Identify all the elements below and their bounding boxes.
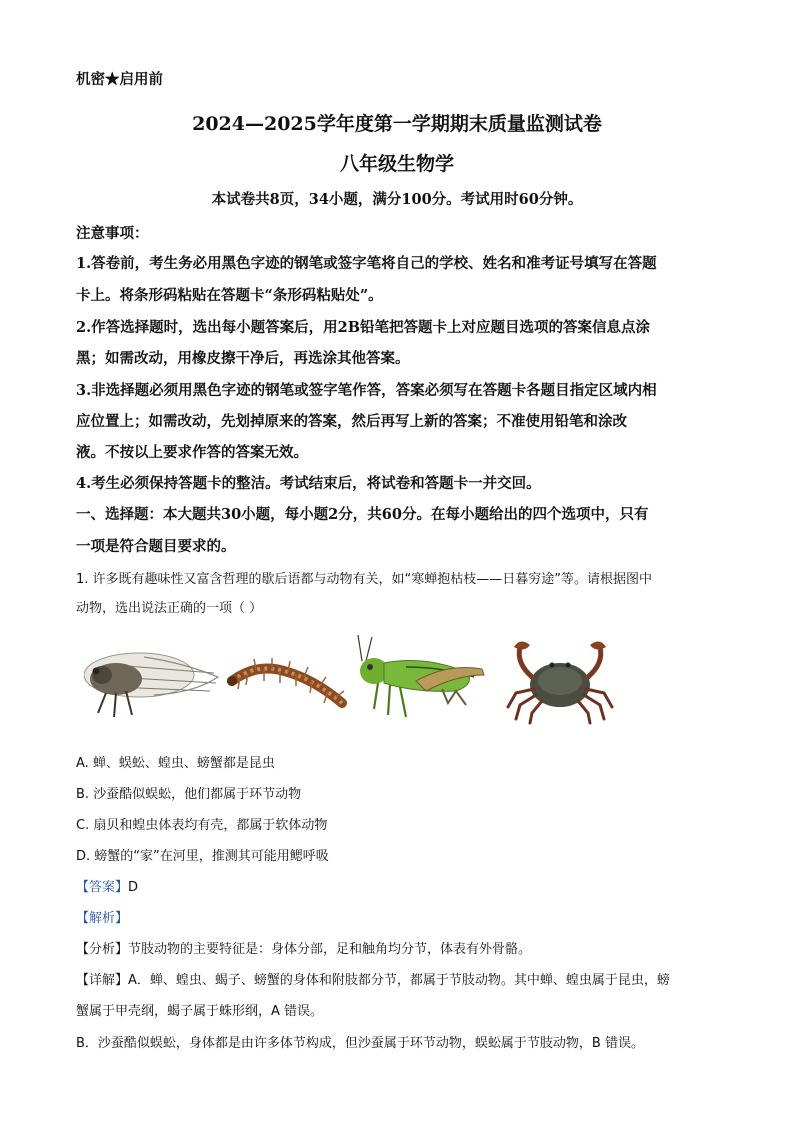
note-line: 1.答卷前，考生务必用黑色字迹的钢笔或签字笔将自己的学校、姓名和准考证号填写在答题 [76,255,657,272]
page-subtitle: 八年级生物学 [339,153,454,175]
note-line: 4.考生必须保持答题卡的整洁。考试结束后，将试卷和答题卡一并交回。 [76,475,541,492]
animal-images [84,633,624,725]
option-d: D. 螃蟹的“家”在河里，推测其可能用鳃呼吸 [76,849,329,864]
xiangjie-continued: 蟹属于甲壳纲，蝎子属于蛛形纲，A 错误。 [76,1004,324,1019]
centipede-image [226,633,351,723]
cicada-image [84,633,222,723]
answer-label: 【答案】 [76,880,129,895]
crab-image [502,633,620,725]
fenxi-label: 【分析】 [76,942,129,957]
option-c: C. 扇贝和蝗虫体表均有壳，都属于软体动物 [76,818,328,833]
note-line: 卡上。将条形码粘贴在答题卡“条形码粘贴处”。 [76,287,383,304]
xiangjie-label: 【详解】 [76,973,129,988]
fenxi-row [76,938,531,957]
note-line: 黑；如需改动，用橡皮擦干净后，再选涂其他答案。 [76,350,410,367]
note-line: 2.作答选择题时，选出每小题答案后，用2B铅笔把答题卡上对应题目选项的答案信息点涂 [76,319,650,336]
grasshopper-image [356,633,491,725]
exam-info: 本试卷共8页，34小题，满分100分。考试用时60分钟。 [211,191,583,208]
page-title: 2024—2025学年度第一学期期末质量监测试卷 [192,113,602,135]
section-heading: 一、选择题：本大题共30小题，每小题2分，共60分。在每小题给出的四个选项中，只有 [76,506,649,523]
answer-value: D [128,880,139,895]
xiangjie-text: A．蝉、蝗虫、蝎子、螃蟹的身体和附肢都分节，都属于节肢动物。其中蝉、蝗虫属于昆虫，螃 [128,973,670,988]
question-stem: 1. 许多既有趣味性又富含哲理的歇后语都与动物有关，如“寒蝉抱枯枝——日暮穷途”等。请根据图中 [76,572,653,587]
option-b: B. 沙蚕酷似蜈蚣，他们都属于环节动物 [76,787,302,802]
question-stem: 动物，选出说法正确的一项（ ） [76,601,263,616]
confidential-mark: 机密★启用前 [76,71,163,88]
option-b-explanation: B．沙蚕酷似蜈蚣，身体都是由许多体节构成，但沙蚕属于环节动物，蜈蚣属于节肢动物，B 错误。 [76,1036,644,1051]
note-line: 3.非选择题必须用黑色字迹的钢笔或签字笔作答，答案必须写在答题卡各题目指定区域内相 [76,382,657,399]
option-a: A. 蝉、蜈蚣、蝗虫、螃蟹都是昆虫 [76,756,275,771]
section-heading: 一项是符合题目要求的。 [76,538,236,555]
xiangjie-row [76,969,670,988]
notes-heading: 注意事项： [76,225,149,242]
answer-row [76,876,138,895]
note-line: 应位置上；如需改动，先划掉原来的答案，然后再写上新的答案；不准使用铅笔和涂改 [76,413,627,430]
analysis-heading: 【解析】 [76,911,129,926]
analysis-label [76,907,128,926]
note-line: 液。不按以上要求作答的答案无效。 [76,444,308,461]
fenxi-text: 节肢动物的主要特征是：身体分部，足和触角均分节，体表有外骨骼。 [128,942,532,957]
